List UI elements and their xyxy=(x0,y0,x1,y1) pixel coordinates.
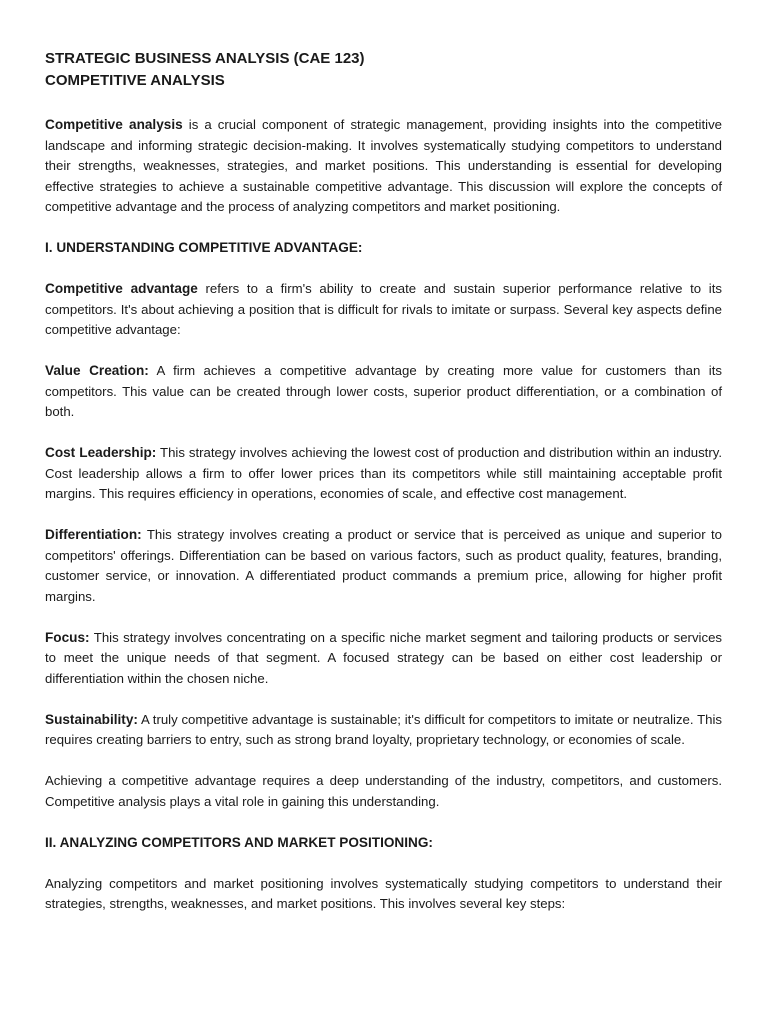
aspect-differentiation xyxy=(45,525,722,607)
aspect-text: A firm achieves a competitive advantage by creating more value for customers than its competitors. This value can be created through lower costs, superior product differentiation, or a combination of both. xyxy=(45,363,722,419)
course-title: STRATEGIC BUSINESS ANALYSIS (CAE 123) xyxy=(45,50,365,67)
aspect-lead-term: Differentiation: xyxy=(45,527,142,542)
aspect-lead-term: Value Creation: xyxy=(45,363,149,378)
aspect-text: A truly competitive advantage is sustainable; it's difficult for competitors to imitate or neutralize. This requires creating barriers to entry, such as strong brand loyalty, proprietary technology, or economies of scale. xyxy=(45,711,722,747)
document-header xyxy=(45,48,722,92)
intro-paragraph xyxy=(45,115,722,218)
aspect-text: This strategy involves creating a product or service that is perceived as unique and superior to competitors' offerings. Differentiation can be based on various factors, such as product quality, features, branding, customer service, or innovation. A differentiated product commands a premium price, allowing for higher profit margins. xyxy=(45,527,722,604)
section-2-intro: Analyzing competitors and market positioning involves systematically studying competitors to understand their strategies, strengths, weaknesses, and market positions. This involves several key steps: xyxy=(45,875,722,911)
intro-lead-term: Competitive analysis xyxy=(45,117,183,132)
aspect-sustainability xyxy=(45,710,722,751)
aspect-lead-term: Cost Leadership: xyxy=(45,445,157,460)
aspect-text: This strategy involves concentrating on a specific niche market segment and tailoring products or services to meet the unique needs of that segment. A focused strategy can be based on either cost leadership or differentiation within the chosen niche. xyxy=(45,629,722,686)
aspect-lead-term: Focus: xyxy=(45,629,90,645)
aspect-text: This strategy involves achieving the lowest cost of production and distribution within an industry. Cost leadership allows a firm to offer lower prices than its competitors while still maintaining acceptable profit margins. This requires efficiency in operations, economies of scale, and effective cost management. xyxy=(45,445,722,501)
section-1-heading: I. UNDERSTANDING COMPETITIVE ADVANTAGE: xyxy=(45,240,363,255)
topic-title: COMPETITIVE ANALYSIS xyxy=(45,72,225,89)
aspect-lead-term: Sustainability: xyxy=(45,711,138,727)
intro-text: is a crucial component of strategic management, providing insights into the competitive landscape and informing strategic decision-making. It involves systematically studying competitors to understand their strengths, weaknesses, strategies, and market positions. This understanding is essential for developing effective strategies to achieve a sustainable competitive advantage. This discussion will explore the concepts of competitive advantage and the process of analyzing competitors and market positioning. xyxy=(45,117,722,214)
aspect-value-creation xyxy=(45,361,722,423)
definition-text: refers to a firm's ability to create and sustain superior performance relative to its competitors. It's about achieving a position that is difficult for rivals to imitate or surpass. Several key aspects define competitive advantage: xyxy=(45,281,722,337)
aspect-focus xyxy=(45,628,722,690)
document-page xyxy=(45,48,722,935)
aspect-cost-leadership xyxy=(45,443,722,505)
section-1-closing: Achieving a competitive advantage requires a deep understanding of the industry, competitors, and customers. Competitive analysis plays a vital role in gaining this understanding. xyxy=(45,773,722,809)
section-2-heading: II. ANALYZING COMPETITORS AND MARKET POSITIONING: xyxy=(45,834,433,850)
definition-lead-term: Competitive advantage xyxy=(45,281,198,296)
definition-paragraph xyxy=(45,279,722,341)
